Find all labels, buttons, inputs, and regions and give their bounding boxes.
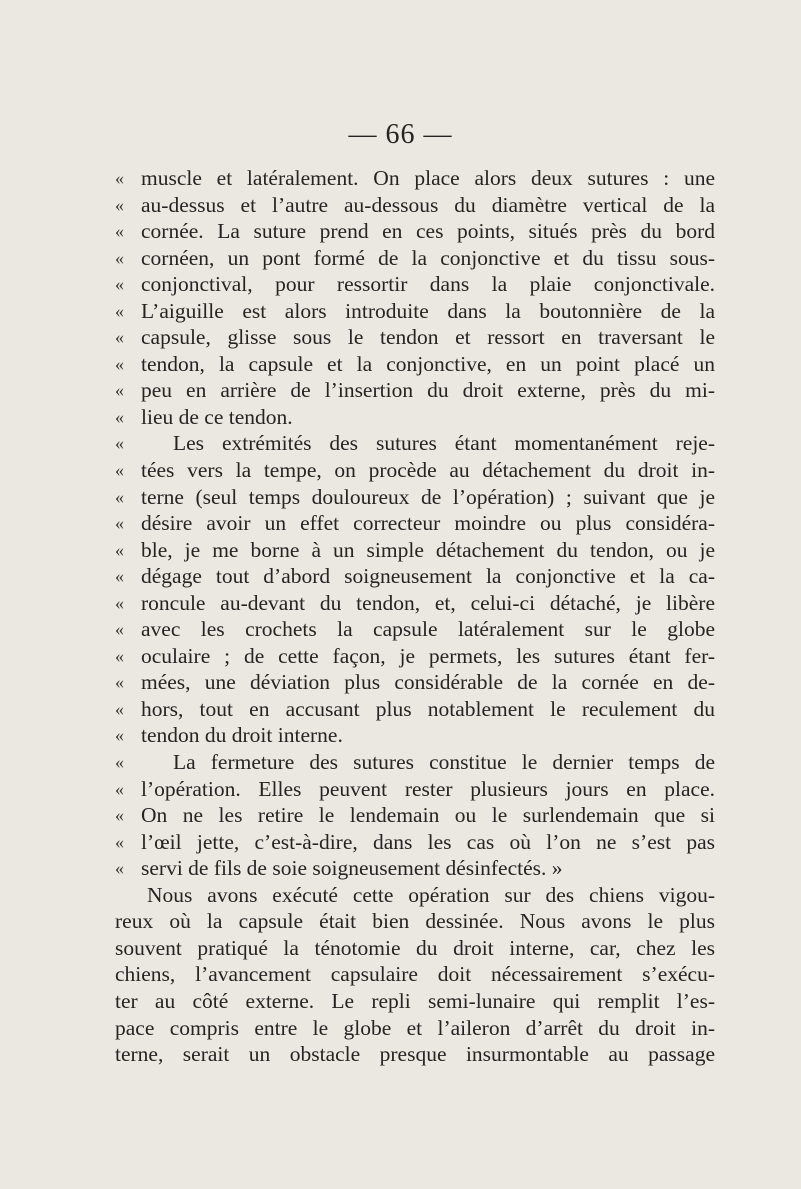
line-text: tendon du droit interne. bbox=[141, 723, 343, 748]
quote-guillemet: « bbox=[115, 380, 124, 401]
page-number: — 66 — bbox=[348, 119, 453, 150]
quote-guillemet: « bbox=[115, 752, 124, 773]
quote-guillemet: « bbox=[115, 592, 124, 613]
text-line bbox=[115, 961, 715, 988]
quote-guillemet: « bbox=[115, 725, 124, 746]
quote-guillemet: « bbox=[115, 194, 124, 215]
text-line bbox=[115, 590, 715, 617]
quote-guillemet: « bbox=[115, 566, 124, 587]
line-text: cornée. La suture prend en ces points, situés près du bord bbox=[141, 219, 715, 244]
quote-guillemet: « bbox=[115, 300, 124, 321]
text-line bbox=[115, 537, 715, 564]
quote-guillemet: « bbox=[115, 805, 124, 826]
text-line bbox=[115, 935, 715, 962]
text-line bbox=[115, 776, 715, 803]
quote-guillemet: « bbox=[115, 221, 124, 242]
text-line bbox=[115, 218, 715, 245]
quote-guillemet: « bbox=[115, 353, 124, 374]
text-line bbox=[115, 802, 715, 829]
quote-guillemet: « bbox=[115, 698, 124, 719]
line-text: désire avoir un effet correcteur moindre ou plus considéra- bbox=[141, 511, 715, 536]
text-line bbox=[115, 988, 715, 1015]
quote-guillemet: « bbox=[115, 406, 124, 427]
line-text: muscle et latéralement. On place alors deux sutures : une bbox=[141, 166, 715, 190]
body-text bbox=[115, 165, 715, 1068]
line-text: dégage tout d’abord soigneusement la conjonctive et la ca- bbox=[141, 564, 715, 589]
line-text: On ne les retire le lendemain ou le surlendemain que si bbox=[141, 803, 715, 828]
text-line bbox=[115, 882, 715, 909]
line-text: cornéen, un pont formé de la conjonctive et du tissu sous- bbox=[141, 245, 715, 270]
line-text: La fermeture des sutures constitue le dernier temps de bbox=[173, 750, 715, 775]
line-text: oculaire ; de cette façon, je permets, les sutures étant fer- bbox=[141, 643, 715, 668]
quote-guillemet: « bbox=[115, 247, 124, 268]
text-line bbox=[115, 643, 715, 670]
text-line bbox=[115, 457, 715, 484]
text-line bbox=[115, 351, 715, 378]
line-text: avec les crochets la capsule latéralement sur le globe bbox=[141, 617, 715, 642]
quote-guillemet: « bbox=[115, 645, 124, 666]
line-text: l’œil jette, c’est-à-dire, dans les cas où l’on ne s’est pas bbox=[141, 829, 715, 854]
text-line bbox=[115, 669, 715, 696]
quote-guillemet: « bbox=[115, 539, 124, 560]
text-line bbox=[115, 616, 715, 643]
line-text: tées vers la tempe, on procède au détachement du droit in- bbox=[141, 458, 715, 483]
quote-guillemet: « bbox=[115, 619, 124, 640]
line-text: hors, tout en accusant plus notablement le reculement du bbox=[141, 696, 715, 721]
line-text: Nous avons exécuté cette opération sur des chiens vigou- bbox=[147, 882, 715, 907]
quote-guillemet: « bbox=[115, 672, 124, 693]
text-line bbox=[115, 696, 715, 723]
quote-guillemet: « bbox=[115, 274, 124, 295]
text-line bbox=[115, 563, 715, 590]
text-line bbox=[115, 430, 715, 457]
line-text: pace compris entre le globe et l’aileron d’arrêt du droit in- bbox=[115, 1015, 715, 1040]
quote-guillemet: « bbox=[115, 168, 124, 188]
quote-guillemet: « bbox=[115, 460, 124, 481]
line-text: servi de fils de soie soigneusement désinfectés. » bbox=[141, 856, 563, 881]
line-text: chiens, l’avancement capsulaire doit nécessairement s’exécu- bbox=[115, 962, 715, 987]
line-text: capsule, glisse sous le tendon et ressort en traversant le bbox=[141, 325, 715, 350]
quote-guillemet: « bbox=[115, 858, 124, 879]
line-text: conjonctival, pour ressortir dans la plaie conjonctivale. bbox=[141, 272, 715, 297]
quote-guillemet: « bbox=[115, 433, 124, 454]
line-text: terne (seul temps douloureux de l’opération) ; suivant que je bbox=[141, 484, 715, 509]
line-text: souvent pratiqué la ténotomie du droit interne, car, chez les bbox=[115, 935, 715, 960]
text-line bbox=[115, 855, 715, 882]
line-text: ble, je me borne à un simple détachement du tendon, ou je bbox=[141, 537, 715, 562]
text-line bbox=[115, 1041, 715, 1068]
line-text: lieu de ce tendon. bbox=[141, 404, 293, 429]
text-line bbox=[115, 1015, 715, 1042]
line-text: roncule au-devant du tendon, et, celui-ci détaché, je libère bbox=[141, 590, 715, 615]
quote-guillemet: « bbox=[115, 831, 124, 852]
line-text: Les extrémités des sutures étant momentanément reje- bbox=[173, 431, 715, 456]
quote-guillemet: « bbox=[115, 327, 124, 348]
text-line bbox=[115, 271, 715, 298]
text-line bbox=[115, 404, 715, 431]
text-line bbox=[115, 245, 715, 272]
text-line bbox=[115, 829, 715, 856]
text-line bbox=[115, 192, 715, 219]
line-text: peu en arrière de l’insertion du droit externe, près du mi- bbox=[141, 378, 715, 403]
quote-guillemet: « bbox=[115, 486, 124, 507]
text-line bbox=[115, 908, 715, 935]
text-line bbox=[115, 749, 715, 776]
line-text: l’opération. Elles peuvent rester plusieurs jours en place. bbox=[141, 776, 715, 801]
line-text: terne, serait un obstacle presque insurmontable au passage bbox=[115, 1042, 715, 1067]
text-line bbox=[115, 377, 715, 404]
line-text: au-dessus et l’autre au-dessous du diamètre vertical de la bbox=[141, 192, 715, 217]
line-text: mées, une déviation plus considérable de la cornée en de- bbox=[141, 670, 715, 695]
text-line bbox=[115, 298, 715, 325]
text-line bbox=[115, 484, 715, 511]
quote-guillemet: « bbox=[115, 778, 124, 799]
line-text: reux où la capsule était bien dessinée. Nous avons le plus bbox=[115, 909, 715, 934]
text-line bbox=[115, 722, 715, 749]
line-text: ter au côté externe. Le repli semi-lunaire qui remplit l’es- bbox=[115, 988, 715, 1013]
text-line bbox=[115, 324, 715, 351]
line-text: tendon, la capsule et la conjonctive, en un point placé un bbox=[141, 351, 715, 376]
text-line bbox=[115, 510, 715, 537]
text-line bbox=[115, 165, 715, 192]
line-text: L’aiguille est alors introduite dans la boutonnière de la bbox=[141, 298, 715, 323]
quote-guillemet: « bbox=[115, 513, 124, 534]
